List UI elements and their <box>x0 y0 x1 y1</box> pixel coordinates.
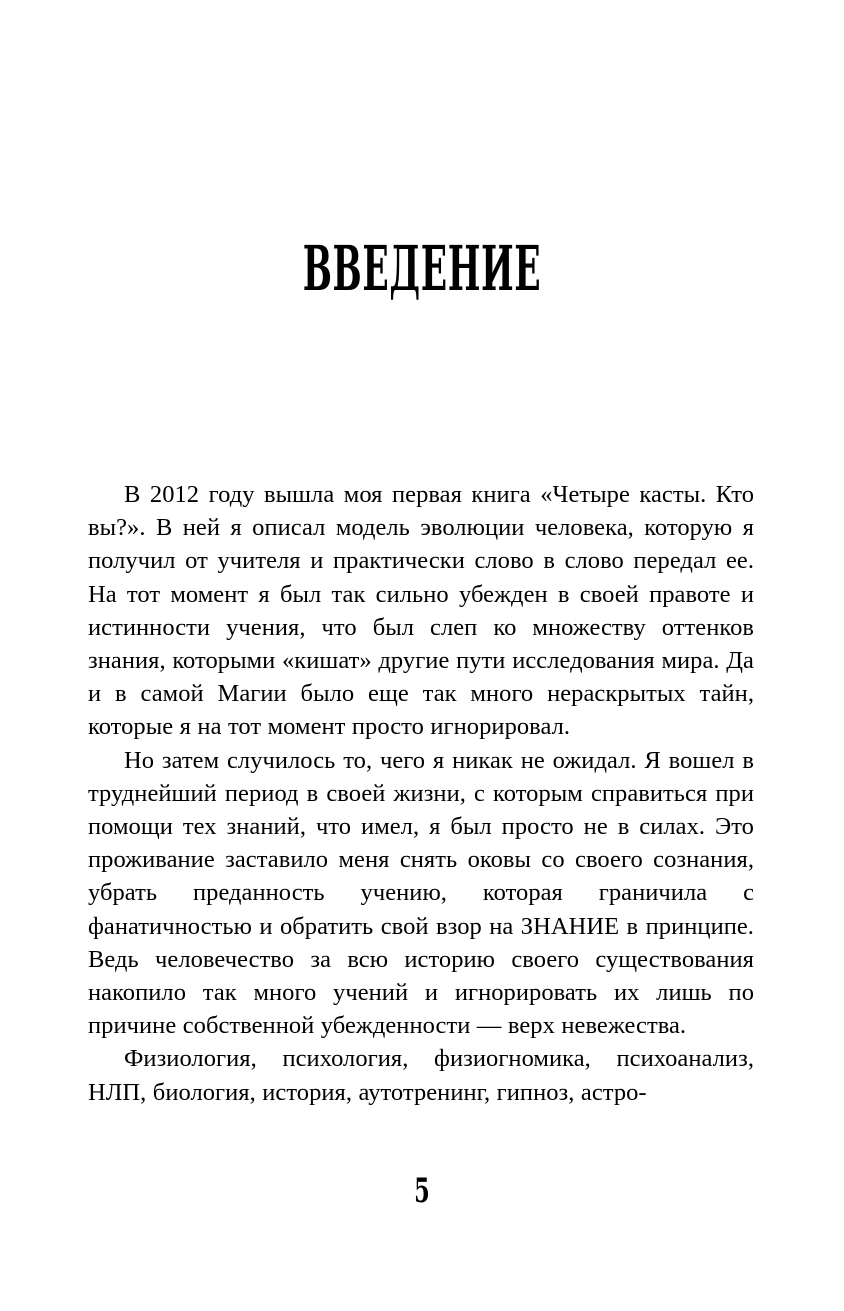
body-paragraph-1: В 2012 году вышла моя первая книга «Четыре касты. Кто вы?». В ней я описал модель эволюции человека, которую я получил от учителя и практически слово в слово передал ее. На тот момент я был так сильно убежден в своей правоте и истинности учения, что был слеп ко множеству оттенков знания, которыми «кишат» другие пути исследования мира. Да и в самой Магии было еще так много нераскрытых тайн, которые я на тот момент просто игнорировал. <box>88 481 754 741</box>
body-paragraph-2: Но затем случилось то, чего я никак не ожидал. Я вошел в труднейший период в своей жизни, с которым справиться при помощи тех знаний, что имел, я был просто не в силах. Это проживание заставило меня снять оковы со своего сознания, убрать преданность учению, которая граничила с фанатичностью и обратить свой взор на ЗНАНИЕ в принципе. Ведь человечество за всю историю своего существования накопило так много учений и игнорировать их лишь по причине собственной убежденности — верх невежества. <box>88 746 754 1040</box>
chapter-title: ВВЕДЕНИЕ <box>302 231 542 305</box>
page-number: 5 <box>414 1171 430 1211</box>
body-paragraph-3: Физиология, психология, физиогномика, психоанализ, НЛП, биология, история, аутотренинг, гипноз, астро- <box>88 1045 754 1106</box>
body-text-block <box>88 478 754 1109</box>
